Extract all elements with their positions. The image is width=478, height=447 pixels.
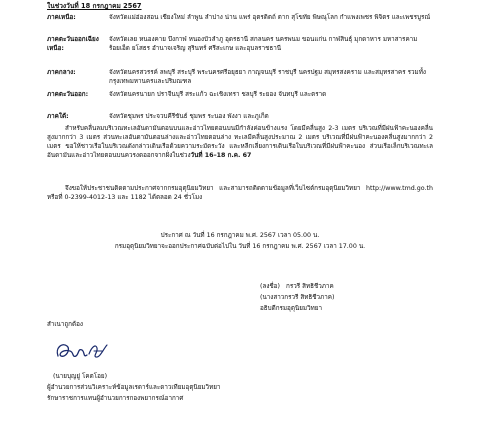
region-label: ภาคตะวันออก: [47, 91, 89, 98]
wave-warning-text: สำหรับคลื่นลมบริเวณทะเลอันดามันตอนบนและอ่าวไทยตอนบนมีกำลังค่อนข้างแรง โดยมีคลื่นสูง 2-3 เมตร บริเวณที่มีฝนฟ้าคะนองคลื่นสูงมากกว่า 3 เมตร ส่วนทะเลอันดามันตอนล่างและอ่าวไทยตอนล่าง ทะเลมีคลื่นสูงประมาณ 2 เมตร บริเวณที่มีฝนฟ้าคะนองคลื่นสูงมากกว่า 2 เมตร ขอให้ชาวเรือในบริเวณดังกล่าวเดินเรือด้วยความระมัดระวัง และหลีกเลี่ยงการเดินเรือในบริเวณที่มีฝนฟ้าคะนอง ส่วนเรือเล็กบริเวณทะเลอันดามันและอ่าวไทยตอนบนควรงดออกจากฝั่งในช่วง [47, 125, 433, 160]
signer-title: อธิบดีกรมอุตุนิยมวิทยา [260, 305, 322, 312]
region-provinces: จังหวัดนครสวรรค์ ลพบุรี สระบุรี พระนครศรีอยุธยา กาญจนบุรี ราชบุรี นครปฐม สมุทรสงคราม และสมุทรสาคร รวมทั้งกรุงเทพมหานครและปริมณฑล [109, 69, 426, 86]
officer-title-1: ผู้อำนวยการส่วนวิเคราะห์ข้อมูลเรดาร์และดาวเทียมอุตุนิยมวิทยา [47, 384, 221, 391]
region-provinces: จังหวัดนครนายก ปราจีนบุรี สระแก้ว ฉะเชิงเทรา ชลบุรี ระยอง จันทบุรี และตราด [109, 91, 327, 98]
signer-name: กรวรี สิทธิชีวภาค [286, 283, 334, 290]
handwritten-signature [52, 336, 114, 364]
region-label: ภาคตะวันออกเฉียงเหนือ: [47, 36, 99, 53]
certified-copy-label: สำเนาถูกต้อง [47, 321, 83, 328]
region-row-south [47, 112, 433, 124]
region-provinces: จังหวัดชุมพร ประจวบคีรีขันธ์ ชุมพร ระนอง พังงา และภูเก็ต [109, 113, 269, 120]
signed-line [260, 282, 420, 293]
region-provinces: จังหวัดแม่ฮ่องสอน เชียงใหม่ ลำพูน ลำปาง น่าน แพร่ อุตรดิตถ์ ตาก สุโขทัย พิษณุโลก กำแพงเพชร พิจิตร และเพชรบูรณ์ [109, 14, 431, 21]
region-label: ภาคใต้: [47, 113, 69, 120]
region-label: ภาคกลาง: [47, 69, 76, 76]
officer-title-2: รักษาราชการแทนผู้อำนวยการกองพยากรณ์อากาศ [47, 395, 184, 402]
warning-dates: วันที่ 16–18 ก.ค. 67 [190, 152, 252, 160]
region-label: ภาคเหนือ: [47, 14, 76, 21]
region-provinces: จังหวัดเลย หนองคาย บึงกาฬ หนองบัวลำภู อุดรธานี สกลนคร นครพนม ขอนแก่น กาฬสินธุ์ มุกดาหาร มหาสารคาม ร้อยเอ็ด ยโสธร อำนาจเจริญ สุรินทร์ ศรีสะเกษ และอุบลราชธานี [109, 36, 418, 53]
signed-prefix: (ลงชื่อ) [260, 283, 280, 290]
region-list [47, 13, 433, 124]
issued-line: ประกาศ ณ วันที่ 16 กรกฎาคม พ.ศ. 2567 เวลา 05.00 น. [160, 232, 320, 239]
officer-name: (นายบุญยู่ โคตโอย) [53, 373, 108, 380]
region-row-central [47, 68, 433, 90]
region-row-east [47, 90, 433, 112]
next-issue-line: กรมอุตุนิยมวิทยาจะออกประกาศฉบับต่อไปใน วันที่ 16 กรกฎาคม พ.ศ. 2567 เวลา 17.00 น. [114, 243, 366, 250]
region-row-northeast [47, 35, 433, 68]
wave-warning-paragraph [47, 124, 433, 161]
follow-up-paragraph: จึงขอให้ประชาชนติดตามประกาศจากกรมอุตุนิยมวิทยา และสามารถติดตามข้อมูลที่เว็บไซต์กรมอุตุนิยมวิทยา http://www.tmd.go.th หรือที่ 0-2399-4012-13 และ 1182 ได้ตลอด 24 ชั่วโมง [47, 185, 433, 202]
region-row-north [47, 13, 433, 35]
director-signature-block [260, 282, 420, 315]
date-heading: ในช่วงวันที่ 18 กรกฎาคม 2567 [47, 2, 142, 10]
signer-full-name: (นางสาวกรวรี สิทธิชีวภาค) [260, 294, 335, 301]
certifying-officer-block [47, 372, 407, 405]
